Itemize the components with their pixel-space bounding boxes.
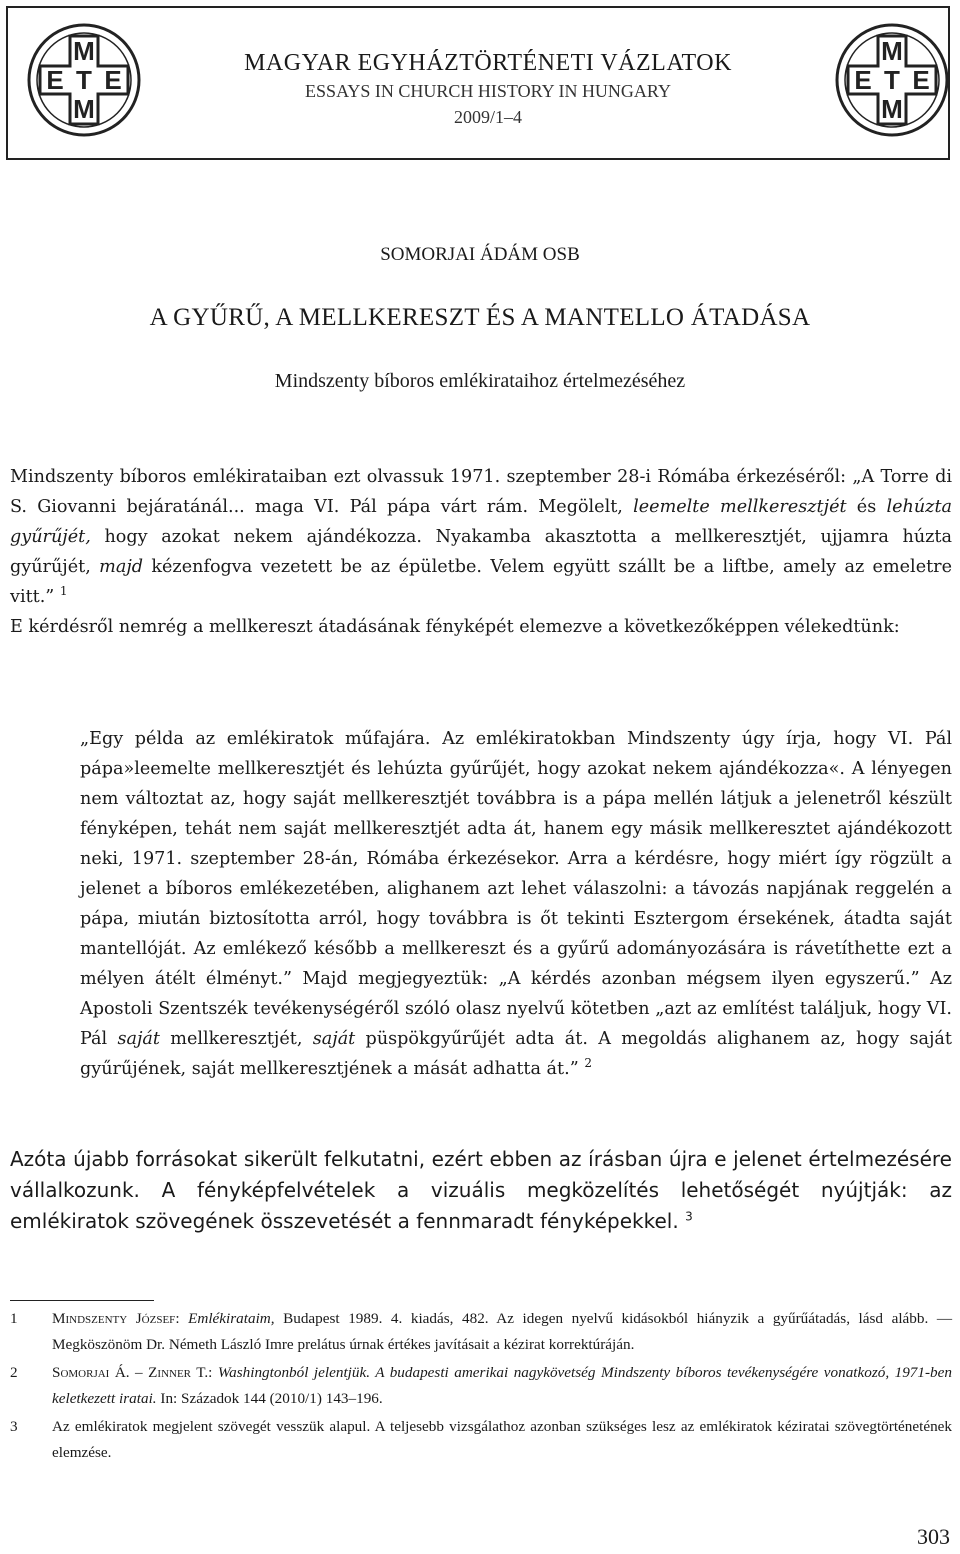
article-author: SOMORJAI ÁDÁM OSB	[380, 244, 580, 265]
svg-text:M: M	[73, 36, 95, 66]
footnote-number: 1	[10, 1310, 18, 1327]
footnote-rest: Az emlékiratok megjelent szövegét vesszük alapul. A teljesebb vizsgálathoz azonban szükséges lesz az emlékiratok kéziratai szövegtörténetének elemzése.	[52, 1418, 952, 1461]
quote-italic: saját	[117, 1029, 160, 1049]
intro-text: Mindszenty bíboros emlékirataiban ezt olvassuk 1971. szeptember 28-i Rómába érkezéséről: „A Torre di S. Giovanni bejáratánál... maga VI. Pál pápa várt rám. Megölelt,	[10, 467, 952, 517]
footnotes	[10, 1306, 952, 1468]
journal-title: MAGYAR EGYHÁZTÖRTÉNETI VÁZLATOK	[244, 50, 732, 76]
quote-text: püspökgyűrűjét adta át. A megoldás alighanem az, hogy saját gyűrűjének, saját mellkeresztjének a mását adhatta át.”	[80, 1029, 952, 1079]
journal-subtitle: ESSAYS IN CHURCH HISTORY IN HUNGARY	[305, 81, 671, 101]
closing-paragraph	[10, 1144, 952, 1237]
svg-text:T: T	[884, 65, 900, 95]
svg-text:E: E	[912, 65, 930, 95]
intro-paragraph-1	[10, 462, 952, 612]
footnote-number: 3	[10, 1418, 18, 1435]
journal-issue: 2009/1–4	[453, 107, 522, 127]
intro-text: és	[846, 497, 887, 517]
footnote-ref[interactable]: 3	[685, 1209, 693, 1224]
article-subtitle: Mindszenty bíboros emlékirataihoz értelmezéséhez	[274, 370, 686, 392]
footnote-ref[interactable]: 1	[59, 584, 68, 599]
quote-italic: saját	[312, 1029, 356, 1049]
journal-header	[6, 6, 950, 160]
footnote-item	[10, 1360, 952, 1412]
footnote-rest: In: Századok 144 (2010/1) 143–196.	[156, 1390, 383, 1407]
footnote-item	[10, 1414, 952, 1466]
svg-text:E: E	[104, 65, 122, 95]
footnote-text	[52, 1360, 952, 1412]
svg-text:E: E	[854, 65, 872, 95]
footnote-number: 2	[10, 1364, 18, 1381]
journal-masthead	[158, 48, 818, 130]
svg-text:E: E	[46, 65, 64, 95]
intro-italic: leemelte mellkeresztjét	[633, 497, 847, 517]
quote-text: „Egy példa az emlékiratok műfajára. Az emlékiratokban Mindszenty úgy írja, hogy VI. Pál pápa»leemelte mellkeresztjét és lehúzta gyűrűjét, hogy azokat nekem ajándékozza«. A lényegen nem változtat az, hogy saját mellkeresztjét továbbra is a pápa mellén látjuk a jelenetről készült fényképen, tehát nem saját mellkeresztjét adta át, hanem egy másik mellkeresztet ajándékozott neki, 1971. szeptember 28-án, Rómába érkezésekor. Arra a kérdésre, hogy miért így rögzült a jelenet a bíboros emlékezetében, alighanem azt lehet válaszolni: a távozás napjának reggelén a pápa, miután biztosította arról, hogy továbbra is őt tekinti Esztergom érsekének, átadta saját mantellóját. Az emlékező később a mellkereszt és a gyűrű adományozására is rávetíthette ezt a mélyen átélt élményt.” Majd megjegyeztük: „A kérdés azonban mégsem ilyen egyszerű.” Az Apostoli Szentszék tevékenységéről szóló olasz nyelvű kötetben „azt az említést találjuk, hogy VI. Pál	[80, 729, 952, 1049]
footnote-sep: :	[175, 1310, 189, 1327]
quote-text: mellkeresztjét,	[160, 1029, 313, 1049]
intro-text: kézenfogva vezetett be az épületbe. Velem együtt szállt be a liftbe, amely az emeletre vitt.”	[10, 557, 952, 607]
mete-cross-logo	[26, 22, 142, 138]
footnote-item	[10, 1306, 952, 1358]
page-number: 303	[917, 1524, 950, 1549]
footnote-rest: Budapest 1989. 4. kiadás, 482. Az idegen nyelvű kidásokból hiányzik a gyűrűátadás, lásd alább. — Megköszönöm Dr. Németh László Imre prelátus úrnak értékes javításait a kézirat korrektúráján.	[52, 1310, 953, 1353]
footnote-author: Somorjai Á. – Zinner T.	[52, 1364, 209, 1381]
footnote-ref[interactable]: 2	[584, 1056, 592, 1071]
intro-text: hogy azokat nekem ajándékozza. Nyakamba akasztotta a mellkeresztjét, ujjamra húzta gyűrűjét,	[10, 527, 952, 577]
footnote-divider	[10, 1300, 154, 1301]
footnote-title: Emlékirataim,	[188, 1310, 275, 1327]
svg-text:M: M	[73, 94, 95, 124]
svg-text:M: M	[881, 36, 903, 66]
intro-section	[10, 462, 952, 642]
svg-text:T: T	[76, 65, 92, 95]
footnote-text	[52, 1306, 952, 1358]
article-title: A GYŰRŰ, A MELLKERESZT ÉS A MANTELLO ÁTADÁSA	[149, 304, 811, 331]
intro-italic: lehúzta gyűrűjét,	[10, 497, 952, 547]
footnote-text	[52, 1414, 952, 1466]
footnote-title: Washingtonból jelentjük. A budapesti amerikai nagykövetség Mindszenty bíboros tevékenységére vonatkozó, 1971-ben keletkezett iratai.	[52, 1364, 952, 1407]
footnote-author: Mindszenty József	[52, 1310, 176, 1327]
block-quote	[80, 724, 952, 1084]
closing-text: Azóta újabb forrásokat sikerült felkutatni, ezért ebben az írásban újra e jelenet értelmezésére vállalkozunk. A fényképfelvételek a vizuális megközelítés lehetőségét nyújtják: az emlékiratok szövegének összevetését a fennmaradt fényképekkel.	[10, 1147, 952, 1233]
mete-cross-logo	[834, 22, 950, 138]
intro-paragraph-2: E kérdésről nemrég a mellkereszt átadásának fényképét elemezve a következőképpen vélekedtünk:	[10, 617, 900, 637]
intro-italic: majd	[99, 557, 144, 577]
footnote-sep: :	[208, 1364, 218, 1381]
svg-text:M: M	[881, 94, 903, 124]
